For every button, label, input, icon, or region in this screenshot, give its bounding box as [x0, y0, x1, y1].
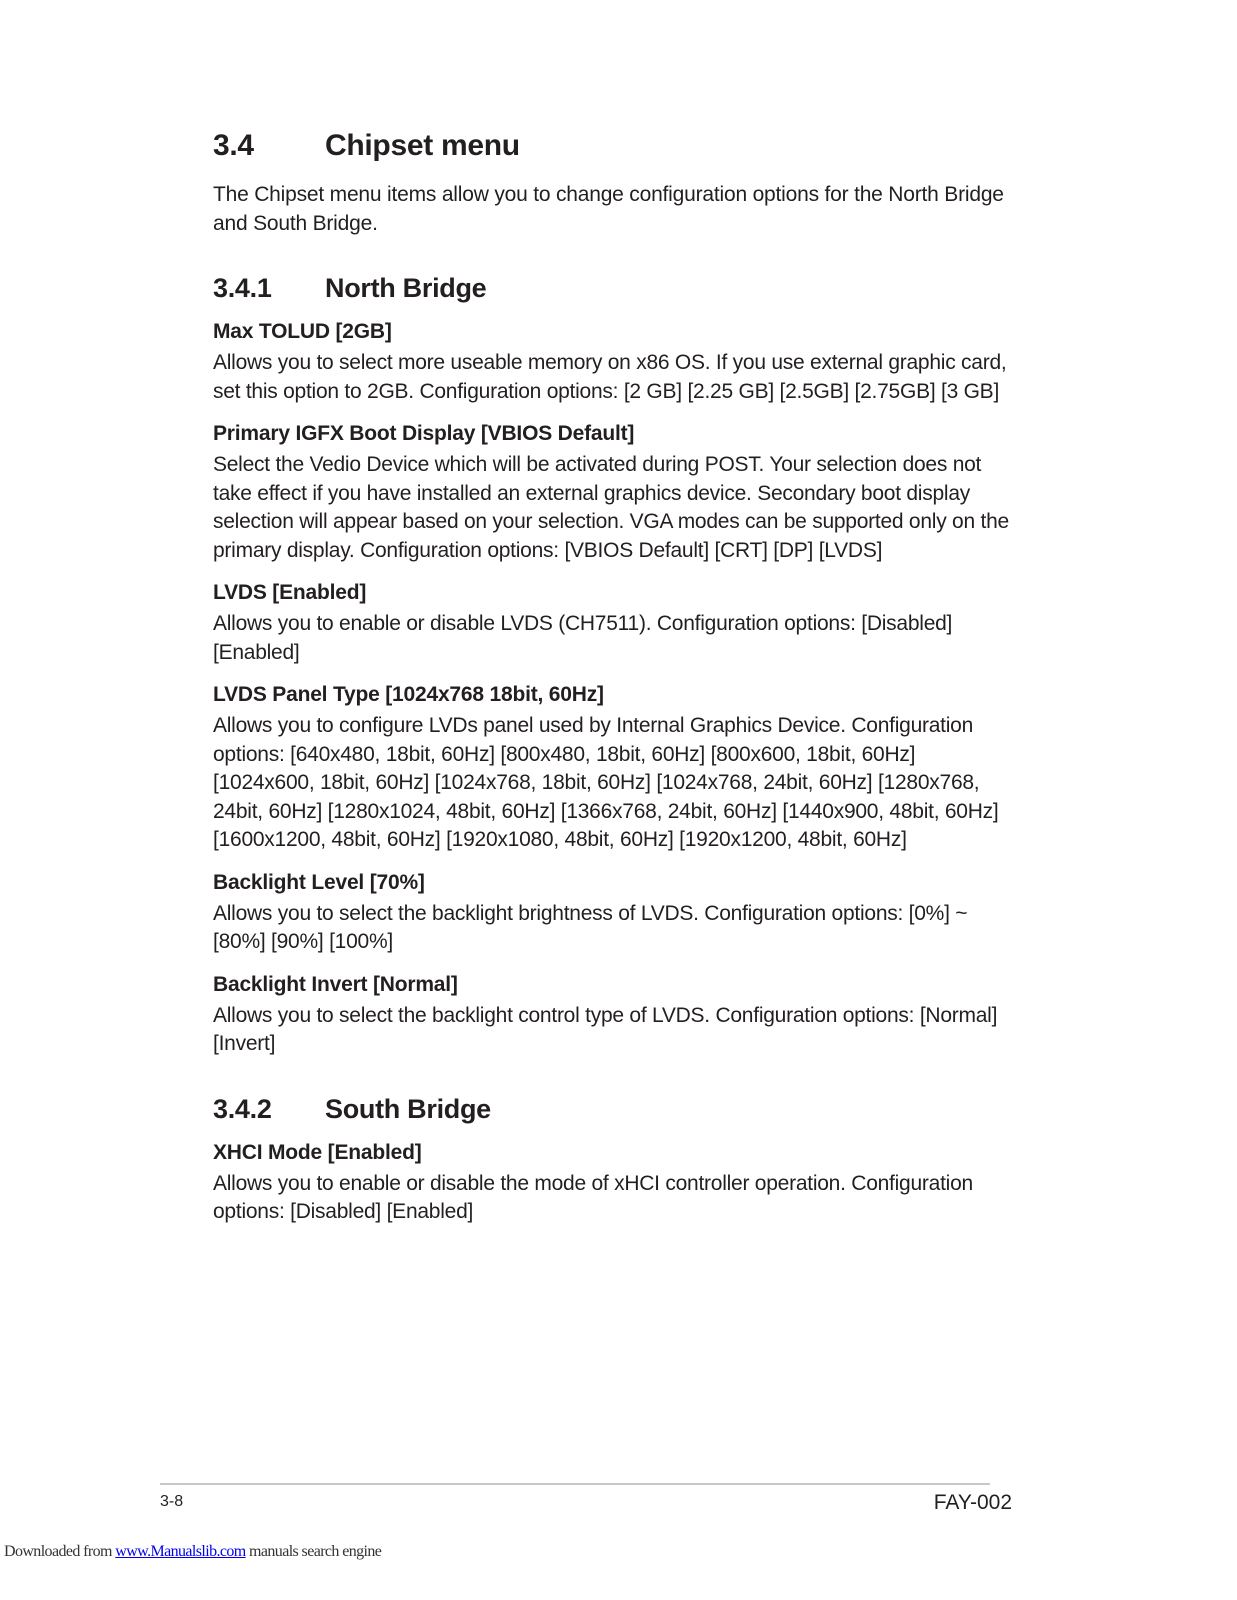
setting-description: Allows you to enable or disable LVDS (CH7511). Configuration options: [Disabled] [Enabled]	[213, 612, 953, 664]
setting-title: Backlight Level [70%]	[213, 870, 425, 894]
setting-description: Allows you to select more useable memory on x86 OS. If you use external graphic card, set this option to 2GB. Configuration options: [2 GB] [2.25 GB] [2.5GB] [2.75GB] [3 GB]	[213, 351, 1007, 403]
page-content	[213, 124, 1013, 1227]
page-number: 3-8	[160, 1493, 184, 1510]
setting-title: LVDS [Enabled]	[213, 581, 367, 604]
section-number: 3.4.2	[213, 1093, 272, 1124]
setting-description: Allows you to enable or disable the mode of xHCI controller operation. Configuration options: [Disabled] [Enabled]	[213, 1171, 973, 1223]
section-title: North Bridge	[325, 273, 487, 303]
setting-title: LVDS Panel Type [1024x768 18bit, 60Hz]	[213, 683, 604, 706]
setting-primary-igfx-boot-display	[213, 420, 1013, 565]
setting-description: Select the Vedio Device which will be activated during POST. Your selection does not take effect if you have installed an external graphics device. Secondary boot display selection will appear based on your selection. VGA modes can be supported only on the primary display. Configuration options: [VBIOS Default] [CRT] [DP] [LVDS]	[213, 453, 1009, 562]
section-number: 3.4.1	[213, 273, 272, 303]
setting-title: Backlight Invert [Normal]	[213, 972, 458, 996]
footer-divider	[160, 1483, 990, 1485]
setting-title: XHCI Mode [Enabled]	[213, 1140, 422, 1164]
download-prefix: Downloaded from	[4, 1543, 116, 1560]
document-code: FAY-002	[933, 1491, 1012, 1514]
chapter-heading	[213, 124, 1013, 168]
download-source-line	[4, 1542, 381, 1562]
setting-backlight-invert	[213, 971, 1013, 1059]
setting-description: Allows you to select the backlight control type of LVDS. Configuration options: [Normal] [Invert]	[213, 1003, 998, 1055]
setting-title: Max TOLUD [2GB]	[213, 320, 392, 343]
section-title: South Bridge	[325, 1093, 491, 1124]
north-bridge-heading	[213, 268, 1013, 308]
setting-max-tolud	[213, 318, 1013, 406]
chapter-number: 3.4	[213, 129, 254, 162]
setting-description: Allows you to select the backlight brightness of LVDS. Configuration options: [0%] ~ [80%] [90%] [100%]	[213, 901, 968, 953]
setting-backlight-level	[213, 869, 1013, 957]
north-bridge-section	[213, 268, 1013, 1059]
chapter-intro: The Chipset menu items allow you to change configuration options for the North Bridge and South Bridge.	[213, 183, 1004, 235]
setting-lvds	[213, 579, 1013, 667]
setting-xhci-mode	[213, 1139, 1013, 1227]
chapter-title: Chipset menu	[325, 129, 520, 162]
manualslib-link[interactable]: www.Manualslib.com	[115, 1543, 246, 1560]
setting-title: Primary IGFX Boot Display [VBIOS Default]	[213, 422, 635, 445]
setting-description: Allows you to configure LVDs panel used by Internal Graphics Device. Configuration options: [640x480, 18bit, 60Hz] [800x480, 18bit, 60Hz] [800x600, 18bit, 60Hz] [1024x600, 18bit, 60Hz] [1024x768, 18bit, 60Hz] [1024x768, 24bit, 60Hz] [1280x768, 24bit, 60Hz] [1280x1024, 48bit, 60Hz] [1366x768, 24bit, 60Hz] [1440x900, 48bit, 60Hz] [1600x1200, 48bit, 60Hz] [1920x1080, 48bit, 60Hz] [1920x1200, 48bit, 60Hz]	[213, 714, 999, 851]
download-suffix: manuals search engine	[245, 1543, 382, 1560]
south-bridge-section	[213, 1089, 1013, 1227]
setting-lvds-panel-type	[213, 681, 1013, 855]
south-bridge-heading	[213, 1089, 1013, 1129]
